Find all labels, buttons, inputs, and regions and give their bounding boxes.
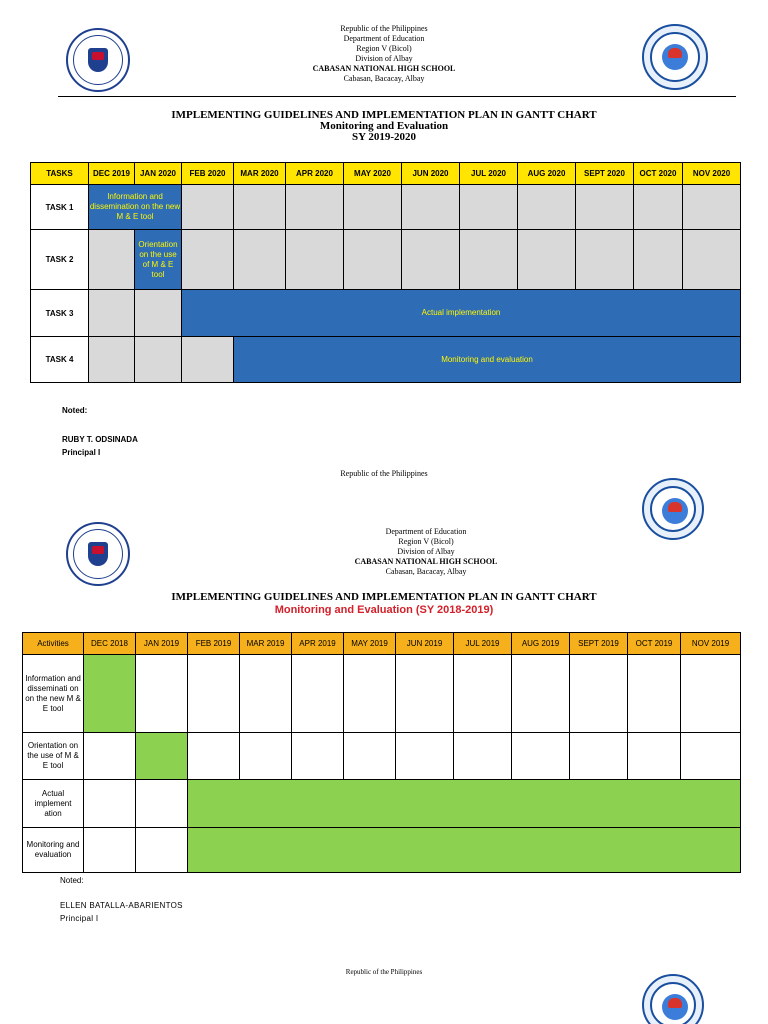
table-header-row [31,163,741,185]
task-label: TASK 3 [31,290,89,337]
header-line: Division of Albay [355,54,413,63]
column-header: JUN 2020 [402,163,460,185]
republic-line: Republic of the Philippines [340,469,428,478]
gantt-bar: Orientation on the use of M & E tool [135,230,182,290]
school-seal-icon [642,974,704,1024]
gantt-bar: Information and dissemination on the new M & E tool [89,185,182,230]
table-row [23,828,741,873]
noted-label: Noted: [60,876,84,885]
school-address: Cabasan, Bacacay, Albay [385,567,467,576]
header-line: Region V (Bicol) [398,537,454,546]
document-header [0,24,768,84]
title-subtitle: Monitoring and Evaluation (SY 2018-2019) [274,604,494,616]
column-header: MAY 2019 [344,633,396,655]
document-header [0,527,768,577]
gantt-table [30,162,741,383]
school-name: CABASAN NATIONAL HIGH SCHOOL [354,557,498,566]
title-line: SY 2019-2020 [351,131,417,143]
column-header: AUG 2019 [512,633,570,655]
column-header: JUL 2020 [460,163,518,185]
column-header: SEPT 2019 [570,633,628,655]
table-row [23,655,741,733]
table-row [31,230,741,290]
task-label: TASK 4 [31,337,89,383]
column-header: MAR 2019 [240,633,292,655]
column-header: FEB 2019 [188,633,240,655]
column-header: JUL 2019 [454,633,512,655]
document-title [0,591,768,617]
column-header: FEB 2020 [182,163,234,185]
column-header: NOV 2019 [681,633,741,655]
task-label: TASK 1 [31,185,89,230]
header-divider [58,96,736,97]
table-row [31,185,741,230]
activity-label: Information and disseminati on on the new M & E tool [23,655,84,733]
column-header: NOV 2020 [683,163,741,185]
table-row [23,733,741,780]
column-header: APR 2020 [286,163,344,185]
signatory-name: RUBY T. ODSINADA [62,435,138,444]
column-header: SEPT 2020 [576,163,634,185]
activity-label: Orientation on the use of M & E tool [23,733,84,780]
column-header: MAY 2020 [344,163,402,185]
column-header: APR 2019 [292,633,344,655]
header-line: Department of Education [385,527,467,536]
header-line: Division of Albay [397,547,455,556]
signatory [60,899,183,925]
school-name: CABASAN NATIONAL HIGH SCHOOL [312,64,456,73]
signatory-position: Principal I [62,448,101,457]
table-row [23,780,741,828]
column-header: MAR 2020 [234,163,286,185]
table-row [31,290,741,337]
document-title [0,110,768,143]
column-header: DEC 2018 [84,633,136,655]
activity-label: Actual implement ation [23,780,84,828]
task-label: TASK 2 [31,230,89,290]
column-header: JAN 2019 [136,633,188,655]
table-header-row [23,633,741,655]
gantt-bar: Monitoring and evaluation [234,337,741,383]
title-line: IMPLEMENTING GUIDELINES AND IMPLEMENTATION PLAN IN GANTT CHART [171,109,597,121]
activity-label: Monitoring and evaluation [23,828,84,873]
noted-label: Noted: [62,406,88,415]
signatory [62,433,138,459]
gantt-bar: Actual implementation [182,290,741,337]
column-header: AUG 2020 [518,163,576,185]
gantt-table [22,632,741,873]
republic-line: Republic of the Philippines [345,968,423,976]
column-header: OCT 2019 [628,633,681,655]
gantt-bar [84,655,136,733]
gantt-bar [188,780,741,828]
column-header: JAN 2020 [135,163,182,185]
header-line: Region V (Bicol) [356,44,412,53]
column-header: Activities [23,633,84,655]
table-row [31,337,741,383]
column-header: OCT 2020 [634,163,683,185]
gantt-bar [188,828,741,873]
signatory-name: ELLEN BATALLA-ABARIENTOS [60,901,183,910]
column-header: JUN 2019 [396,633,454,655]
title-line: IMPLEMENTING GUIDELINES AND IMPLEMENTATION PLAN IN GANTT CHART [171,591,597,603]
column-header: TASKS [31,163,89,185]
school-address: Cabasan, Bacacay, Albay [343,74,425,83]
header-line: Department of Education [343,34,425,43]
header-line: Republic of the Philippines [340,24,428,33]
title-line: Monitoring and Evaluation [319,120,449,132]
column-header: DEC 2019 [89,163,135,185]
gantt-bar [136,733,188,780]
signatory-position: Principal I [60,914,99,923]
